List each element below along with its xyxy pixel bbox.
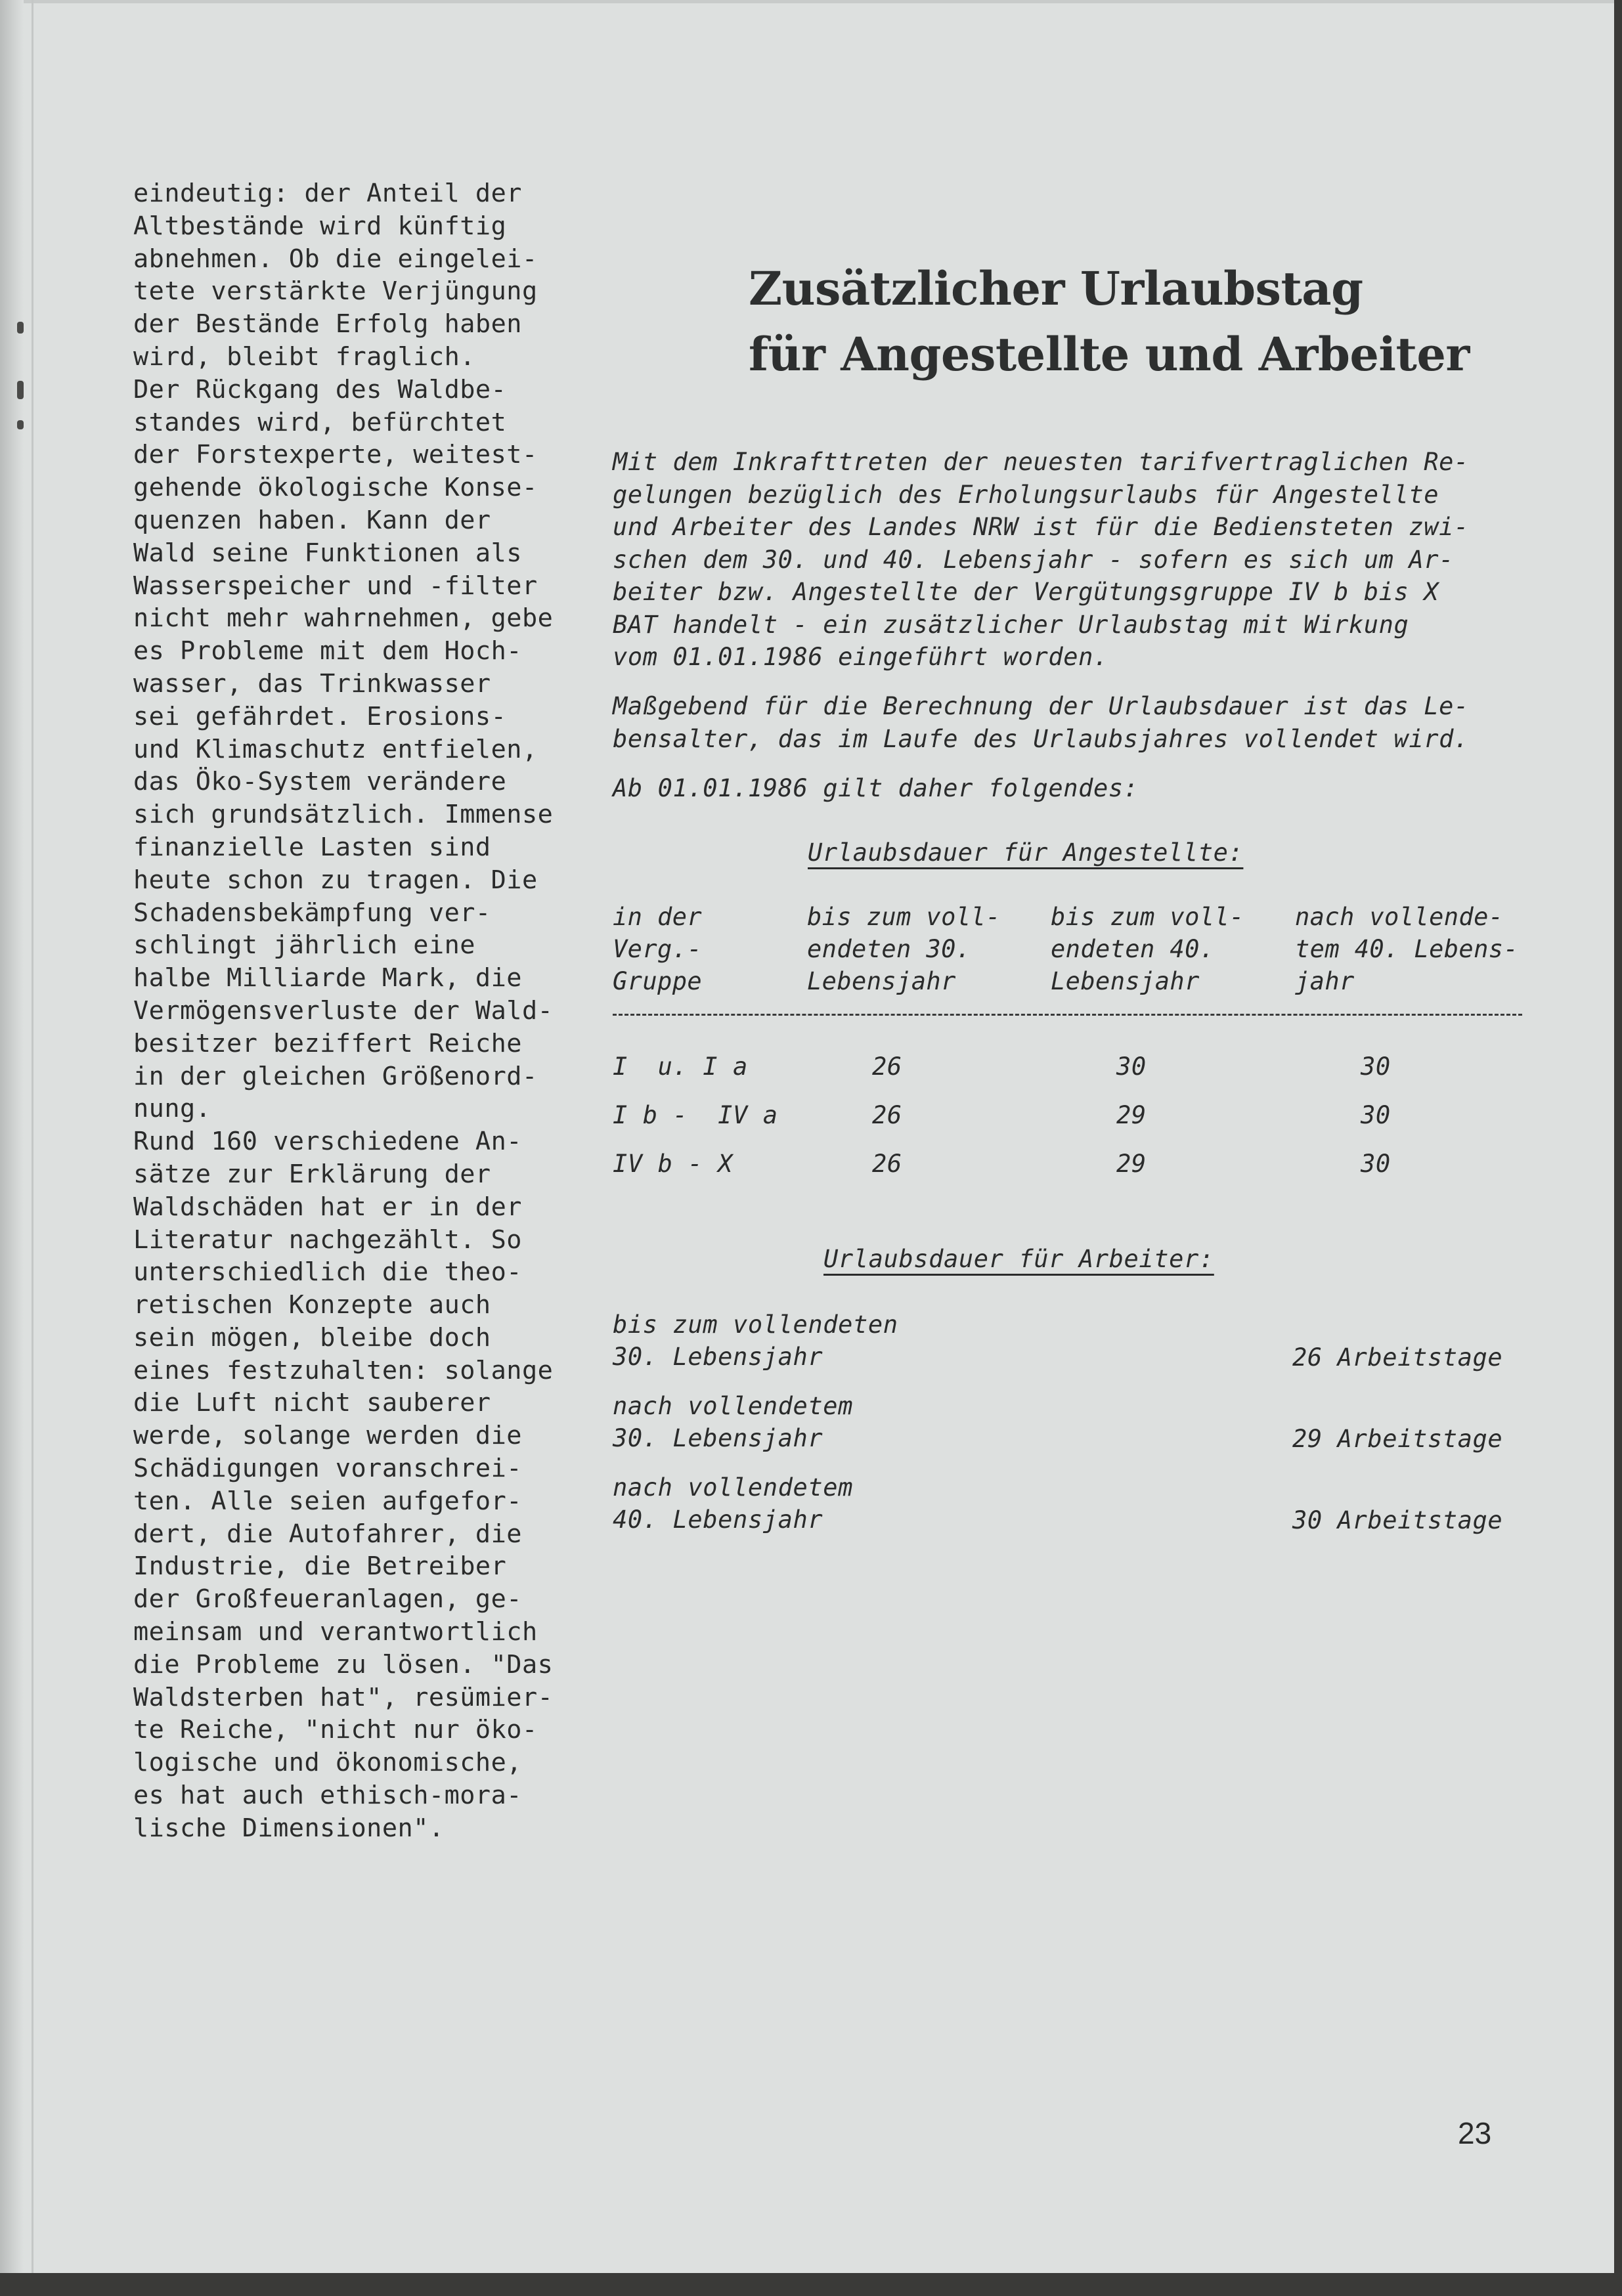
text-line: schen dem 30. und 40. Lebensjahr - sofern es sich um Ar- (613, 545, 1455, 574)
text-line: in der gleichen Größenord- (133, 1061, 538, 1091)
page-number: 23 (1458, 2116, 1492, 2150)
heading-line-1: Zusätzlicher Urlaubstag (749, 261, 1363, 316)
text-line: gehende ökologische Konse- (133, 473, 538, 503)
header-line: bis zum voll- (1051, 903, 1244, 931)
header-line: in der (613, 903, 703, 931)
text-line: Wasserspeicher und -filter (133, 571, 538, 601)
angestellte-caption: Urlaubsdauer für Angestellte: (808, 838, 1244, 867)
header-line: nach vollende- (1295, 903, 1504, 931)
binding-shadow (0, 0, 24, 2273)
table-cell-value: 29 (1116, 1101, 1147, 1129)
table-cell-group: IV b - X (613, 1150, 734, 1178)
text-line: eindeutig: der Anteil der (133, 179, 522, 208)
text-line: meinsam und verantwortlich (133, 1617, 538, 1647)
text-line: vom 01.01.1986 eingeführt worden. (613, 643, 1108, 671)
table-cell-value: 30 (1116, 1052, 1147, 1081)
text-line: wird, bleibt fraglich. (133, 341, 475, 372)
header-line: Lebensjahr (1051, 967, 1200, 995)
text-line: Der Rückgang des Waldbe- (133, 374, 507, 404)
text-line: Rund 160 verschiedene An- (133, 1127, 522, 1157)
text-line: Altbestände wird künftig (133, 211, 507, 241)
header-line: Lebensjahr (807, 967, 956, 995)
text-line: es hat auch ethisch-mora- (133, 1781, 522, 1811)
table-cell-value: 30 (1361, 1101, 1391, 1129)
text-line: dert, die Autofahrer, die (133, 1519, 522, 1549)
text-line: Industrie, die Betreiber (133, 1551, 507, 1582)
text-line: halbe Milliarde Mark, die (133, 963, 522, 993)
text-line: sei gefährdet. Erosions- (133, 701, 507, 731)
text-line: eines festzuhalten: solange (133, 1355, 554, 1385)
label-line: bis zum vollendeten (613, 1310, 898, 1339)
header-line: jahr (1295, 967, 1355, 995)
table-header-group (613, 901, 702, 997)
text-line: werde, solange werden die (133, 1421, 522, 1451)
intro-paragraph (613, 446, 1545, 674)
table-cell-value: 29 (1116, 1150, 1147, 1178)
text-line: te Reiche, "nicht nur öko- (133, 1715, 538, 1745)
table-header-age40 (1051, 901, 1244, 997)
text-line: Waldsterben hat", resümier- (133, 1682, 554, 1712)
text-line: schlingt jährlich eine (133, 930, 475, 961)
text-line: unterschiedlich die theo- (133, 1257, 522, 1288)
text-line: BAT handelt - ein zusätzlicher Urlaubstag mit Wirkung (613, 610, 1409, 639)
label-line: nach vollendetem (613, 1473, 854, 1502)
text-line: lische Dimensionen". (133, 1813, 445, 1843)
text-line: und Arbeiter des Landes NRW ist für die Bediensteten zwi- (613, 513, 1469, 541)
arbeiter-row-label (613, 1309, 898, 1373)
text-line: Vermögensverluste der Wald- (133, 995, 554, 1026)
label-line: 30. Lebensjahr (613, 1343, 823, 1371)
text-line: nung. (133, 1094, 211, 1124)
label-line: 40. Lebensjahr (613, 1505, 823, 1534)
arbeiter-row-value: 30 Arbeitstage (1292, 1506, 1503, 1534)
text-line: Wald seine Funktionen als (133, 538, 522, 568)
text-line: sein mögen, bleibe doch (133, 1322, 491, 1353)
text-line: heute schon zu tragen. Die (133, 865, 538, 895)
label-line: 30. Lebensjahr (613, 1424, 823, 1452)
text-line: standes wird, befürchtet (133, 407, 507, 437)
text-line: quenzen haben. Kann der (133, 505, 491, 535)
heading-line-2: für Angestellte und Arbeiter (749, 327, 1470, 381)
header-line: Gruppe (613, 967, 703, 995)
text-line: wasser, das Trinkwasser (133, 668, 491, 699)
header-line: endeten 30. (807, 935, 971, 963)
arbeiter-row-value: 29 Arbeitstage (1292, 1425, 1503, 1453)
text-line: retischen Konzepte auch (133, 1290, 491, 1320)
text-line: abnehmen. Ob die eingelei- (133, 244, 538, 274)
text-line: der Großfeueranlagen, ge- (133, 1584, 522, 1614)
text-line: die Probleme zu lösen. "Das (133, 1649, 554, 1679)
text-line: das Öko-System verändere (133, 767, 507, 797)
from-date-line (613, 772, 1545, 805)
text-line: finanzielle Lasten sind (133, 832, 491, 862)
table-cell-value: 30 (1361, 1052, 1391, 1081)
text-line: Maßgebend für die Berechnung der Urlaubsdauer ist das Le- (613, 692, 1469, 720)
text-line: ten. Alle seien aufgefor- (133, 1486, 522, 1516)
arbeiter-row-value: 26 Arbeitstage (1292, 1343, 1503, 1372)
header-line: bis zum voll- (807, 903, 1001, 931)
table-cell-group: I u. I a (613, 1052, 748, 1081)
text-line: Literatur nachgezählt. So (133, 1224, 522, 1255)
header-line: Verg.- (613, 935, 703, 963)
text-line: der Forstexperte, weitest- (133, 440, 538, 470)
text-line: beiter bzw. Angestellte der Vergütungsgruppe IV b bis X (613, 578, 1439, 606)
table-cell-value: 26 (872, 1150, 902, 1178)
table-cell-value: 26 (872, 1052, 902, 1081)
text-line: Waldschäden hat er in der (133, 1192, 522, 1222)
text-line: nicht mehr wahrnehmen, gebe (133, 603, 554, 634)
page-top-edge (0, 0, 1614, 3)
text-line: gelungen bezüglich des Erholungsurlaubs für Angestellte (613, 480, 1439, 509)
text-line: Mit dem Inkrafttreten der neuesten tarifvertraglichen Re- (613, 448, 1469, 476)
text-line: Schädigungen voranschrei- (133, 1454, 522, 1484)
arbeiter-row-label (613, 1390, 853, 1454)
text-line: es Probleme mit dem Hoch- (133, 636, 522, 666)
table-cell-group: I b - IV a (613, 1101, 778, 1129)
text-line: tete verstärkte Verjüngung (133, 276, 538, 307)
table-header-after40 (1295, 901, 1518, 997)
binding-line (32, 0, 33, 2273)
binding-staple-mark (17, 322, 24, 334)
binding-staple-mark (17, 420, 24, 429)
text-line: logische und ökonomische, (133, 1748, 522, 1778)
arbeiter-row-label (613, 1471, 853, 1536)
arbeiter-caption: Urlaubsdauer für Arbeiter: (823, 1245, 1214, 1273)
text-line: sich grundsätzlich. Immense (133, 800, 554, 830)
article-heading (749, 256, 1523, 387)
text-line: bensalter, das im Laufe des Urlaubsjahres vollendet wird. (613, 724, 1469, 753)
binding-staple-mark (17, 381, 24, 399)
header-line: endeten 40. (1051, 935, 1215, 963)
basis-paragraph (613, 690, 1545, 755)
text-line: und Klimaschutz entfielen, (133, 734, 538, 764)
table-header-age30 (807, 901, 1001, 997)
table-cell-value: 30 (1361, 1150, 1391, 1178)
table-cell-value: 26 (872, 1101, 902, 1129)
text-line: Ab 01.01.1986 gilt daher folgendes: (613, 774, 1139, 802)
header-line: tem 40. Lebens- (1295, 935, 1519, 963)
article-continuation-column (133, 177, 560, 1845)
label-line: nach vollendetem (613, 1392, 854, 1420)
text-line: besitzer beziffert Reiche (133, 1028, 522, 1058)
text-line: sätze zur Erklärung der (133, 1159, 491, 1189)
text-line: die Luft nicht sauberer (133, 1388, 491, 1418)
text-line: Schadensbekämpfung ver- (133, 898, 491, 928)
table-divider (613, 1014, 1522, 1016)
text-line: der Bestände Erfolg haben (133, 309, 522, 339)
